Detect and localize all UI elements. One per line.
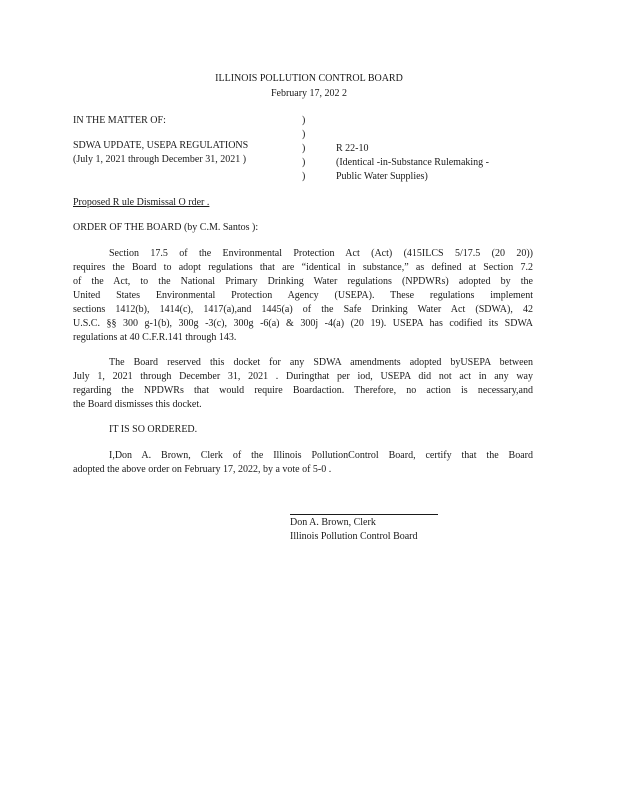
paragraph-line: requires the Board to adopt regulations that are “identical in substance,” as defined at Section 7.2 (73, 262, 533, 273)
signature-organization: Illinois Pollution Control Board (290, 531, 418, 542)
caption-paren: ) (302, 157, 306, 168)
order-date: February 17, 202 2 (270, 88, 348, 99)
caption-paren: ) (302, 171, 306, 182)
docket-number: R 22-10 (336, 143, 369, 154)
in-the-matter-label: IN THE MATTER OF: (73, 115, 166, 126)
paragraph-line: U.S.C. §§ 300 g-1(b), 300g -3(c), 300g -6(a) & 300j -4(a) (20 19). USEPA has codified its SDWA (73, 318, 533, 329)
paragraph-line: the Board dismisses this docket. (73, 399, 202, 410)
paragraph-line: regulations at 40 C.F.R.141 through 143. (73, 332, 237, 343)
signature-name: Don A. Brown, Clerk (290, 517, 376, 528)
rulemaking-type-line2: Public Water Supplies) (336, 171, 428, 182)
paragraph-dismissal (73, 356, 533, 412)
order-of-board: ORDER OF THE BOARD (by C.M. Santos ): (73, 222, 259, 233)
paragraph-line: United States Environmental Protection Agency (USEPA). These regulations implement (73, 290, 533, 301)
agency-title: ILLINOIS POLLUTION CONTROL BOARD (215, 73, 403, 84)
so-ordered: IT IS SO ORDERED. (109, 424, 198, 435)
order-heading: Proposed R ule Dismissal O rder . (73, 197, 210, 208)
clerk-certification (73, 449, 533, 477)
paragraph-line: July 1, 2021 through December 31, 2021 . Duringthat per iod, USEPA did not act in any way (73, 371, 533, 382)
paragraph-statutory-basis (73, 247, 533, 345)
caption-paren: ) (302, 115, 306, 126)
paragraph-line: sections 1412(b), 1414(c), 1417(a),and 1445(a) of the Safe Drinking Water Act (SDWA), 42 (73, 304, 533, 315)
paragraph-line: I,Don A. Brown, Clerk of the Illinois PollutionControl Board, certify that the Board (109, 450, 533, 461)
signature-line (290, 514, 438, 515)
paragraph-line: The Board reserved this docket for any SDWA amendments adopted byUSEPA between (109, 357, 533, 368)
paragraph-line: Section 17.5 of the Environmental Protection Act (Act) (415ILCS 5/17.5 (20 20)) (109, 248, 533, 259)
caption-paren: ) (302, 143, 306, 154)
paragraph-line: adopted the above order on February 17, 2022, by a vote of 5-0 . (73, 464, 332, 475)
matter-title-line1: SDWA UPDATE, USEPA REGULATIONS (73, 140, 249, 151)
paragraph-line: of the Act, to the National Primary Drinking Water regulations (NPDWRs) adopted by the (73, 276, 533, 287)
caption-paren: ) (302, 129, 306, 140)
rulemaking-type-line1: (Identical -in-Substance Rulemaking - (336, 157, 490, 168)
paragraph-line: regarding the NPDWRs that would require Boardaction. Therefore, no action is necessary,and (73, 385, 533, 396)
matter-title-line2: (July 1, 2021 through December 31, 2021 ) (73, 154, 247, 165)
